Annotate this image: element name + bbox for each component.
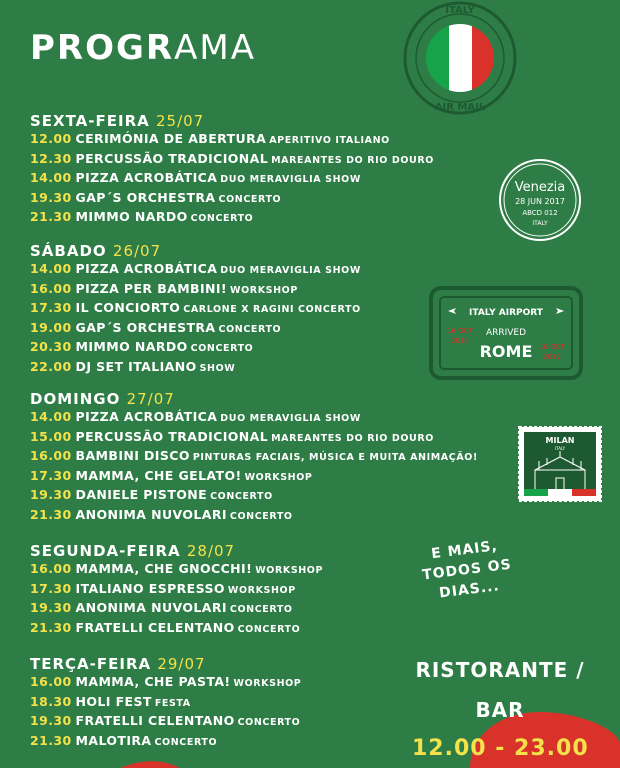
event-subtitle: CONCERTO [218, 323, 282, 335]
schedule-row [30, 673, 301, 693]
event-name: IL CONCIORTO [75, 300, 181, 316]
event-subtitle: CONCERTO [154, 736, 218, 748]
event-time: 17.30 [30, 300, 72, 316]
rome-airport-stamp [428, 285, 584, 381]
event-subtitle: MAREANTES DO RIO DOURO [271, 432, 434, 444]
milan-stamp [517, 425, 603, 503]
schedule-row [30, 599, 323, 619]
event-time: 20.30 [30, 339, 72, 355]
event-subtitle: WORKSHOP [244, 471, 313, 483]
schedule-row [30, 712, 301, 732]
rome-stamp-top: ITALY AIRPORT [469, 308, 543, 318]
venezia-country: ITALY [532, 220, 548, 227]
schedule-row [30, 208, 434, 228]
event-subtitle: CONCERTO [218, 193, 282, 205]
event-subtitle: WORKSHOP [227, 584, 296, 596]
event-name: DJ SET ITALIANO [75, 358, 197, 374]
event-name: MIMMO NARDO [75, 339, 188, 355]
event-subtitle: PINTURAS FACIAIS, MÚSICA E MUITA ANIMAÇÃO! [192, 452, 478, 464]
schedule-row [30, 299, 361, 319]
event-time: 16.00 [30, 280, 72, 296]
schedule-row [30, 732, 301, 752]
schedule-row [30, 580, 323, 600]
event-name: MAMMA, CHE GNOCCHI! [75, 561, 253, 576]
schedule-row [30, 338, 361, 358]
schedule-row [30, 189, 434, 209]
event-name: PIZZA ACROBÁTICA [75, 261, 218, 276]
milan-stamp-city: MILAN [545, 436, 575, 445]
day-block-friday [30, 112, 434, 228]
event-time: 22.00 [30, 358, 72, 374]
event-time: 17.30 [30, 467, 72, 483]
event-name: FRATELLI CELENTANO [75, 619, 235, 635]
event-subtitle: CONCERTO [190, 213, 254, 225]
schedule-row [30, 408, 478, 428]
schedule-row [30, 693, 301, 713]
event-time: 16.00 [30, 561, 72, 576]
event-time: 21.30 [30, 732, 72, 748]
venezia-date: 28 JUN 2017 [515, 197, 565, 206]
event-name: MAMMA, CHE GELATO! [75, 467, 242, 483]
event-name: MALOTIRA [75, 732, 152, 748]
day-heading: SEXTA-FEIRA 25/07 [30, 112, 205, 130]
event-name: HOLI FEST [75, 693, 152, 709]
stamp-airmail-text: AIR MAIL [434, 102, 486, 113]
day-block-monday [30, 542, 323, 638]
event-time: 21.30 [30, 209, 72, 225]
event-name: GAP´S ORCHESTRA [75, 319, 216, 335]
event-name: CERIMÓNIA DE ABERTURA [75, 131, 267, 146]
event-name: PIZZA ACROBÁTICA [75, 409, 218, 424]
event-name: FRATELLI CELENTANO [75, 713, 235, 729]
rome-stamp-city: ROME [479, 342, 533, 361]
venezia-city: Venezia [514, 180, 566, 195]
event-time: 14.00 [30, 261, 72, 276]
stamp-italy-text: ITALY [445, 5, 475, 16]
event-name: ITALIANO ESPRESSO [75, 580, 225, 596]
event-subtitle: FESTA [154, 697, 191, 709]
schedule-row [30, 260, 361, 280]
venezia-postmark [495, 155, 585, 245]
event-subtitle: CONCERTO [237, 623, 301, 635]
event-subtitle: CONCERTO [210, 491, 273, 503]
event-time: 14.00 [30, 409, 72, 424]
event-name: MAMMA, CHE PASTA! [75, 674, 231, 689]
schedule-row [30, 280, 361, 300]
event-name: DANIELE PISTONE [75, 487, 208, 503]
event-time: 12.30 [30, 150, 72, 166]
event-subtitle: CONCERTO [190, 343, 254, 355]
event-name: ANONIMA NUVOLARI [75, 600, 227, 616]
schedule-row [30, 428, 478, 448]
day-heading: TERÇA-FEIRA 29/07 [30, 655, 206, 673]
event-time: 16.00 [30, 448, 72, 464]
day-block-sunday [30, 390, 478, 526]
day-heading: SEGUNDA-FEIRA 28/07 [30, 542, 236, 560]
event-subtitle: WORKSHOP [255, 565, 324, 576]
rome-stamp-date2: 16 OCT [539, 343, 565, 351]
event-subtitle: CONCERTO [237, 717, 301, 729]
event-subtitle: DUO MERAVIGLIA SHOW [220, 174, 361, 186]
rome-stamp-year1: 2017 [451, 337, 469, 345]
schedule-row [30, 150, 434, 170]
event-name: PERCUSSÃO TRADICIONAL [75, 428, 269, 444]
event-time: 21.30 [30, 619, 72, 635]
event-subtitle: CONCERTO [229, 604, 293, 616]
event-time: 19.00 [30, 319, 72, 335]
milan-stamp-country: ITALY [554, 446, 566, 451]
schedule-row [30, 506, 478, 526]
event-subtitle: MAREANTES DO RIO DOURO [271, 154, 434, 166]
venezia-code: ABCD 012 [522, 209, 558, 217]
event-subtitle: SHOW [199, 362, 236, 374]
event-name: PERCUSSÃO TRADICIONAL [75, 150, 269, 166]
event-time: 17.30 [30, 580, 72, 596]
day-heading: DOMINGO 27/07 [30, 390, 175, 408]
day-block-tuesday [30, 655, 301, 751]
italy-airmail-stamp [395, 0, 525, 120]
event-name: PIZZA PER BAMBINI! [75, 280, 228, 296]
event-name: ANONIMA NUVOLARI [75, 506, 227, 522]
rome-stamp-mid: ARRIVED [485, 328, 527, 338]
schedule-row [30, 130, 434, 150]
schedule-row [30, 619, 323, 639]
event-name: BAMBINI DISCO [75, 448, 190, 464]
event-subtitle: DUO MERAVIGLIA SHOW [220, 265, 361, 276]
event-name: MIMMO NARDO [75, 209, 188, 225]
event-subtitle: WORKSHOP [230, 284, 298, 296]
plane-icon [556, 308, 564, 314]
event-subtitle: CONCERTO [229, 510, 293, 522]
event-time: 14.00 [30, 170, 72, 186]
event-time: 19.30 [30, 600, 72, 616]
schedule-row [30, 169, 434, 189]
schedule-row [30, 486, 478, 506]
day-heading: SÁBADO 26/07 [30, 242, 162, 260]
event-name: PIZZA ACROBÁTICA [75, 170, 218, 186]
event-subtitle: DUO MERAVIGLIA SHOW [220, 413, 361, 424]
event-time: 19.30 [30, 713, 72, 729]
event-time: 19.30 [30, 189, 72, 205]
schedule-row [30, 447, 478, 467]
restaurant-hours: 12.00 - 23.00 [412, 736, 589, 761]
schedule-row [30, 467, 478, 487]
plane-icon [448, 308, 456, 314]
event-time: 15.00 [30, 428, 72, 444]
event-time: 12.00 [30, 131, 72, 146]
event-name: GAP´S ORCHESTRA [75, 189, 216, 205]
rome-stamp-year2: 2017 [543, 353, 561, 361]
event-subtitle: CARLONE X RAGINI CONCERTO [183, 304, 361, 316]
page-title: PROGRAMA [30, 28, 256, 68]
rome-stamp-date1: 16 OCT [447, 327, 473, 335]
schedule-row [30, 560, 323, 580]
event-time: 16.00 [30, 674, 72, 689]
event-time: 18.30 [30, 693, 72, 709]
schedule-row [30, 358, 361, 378]
extra-note: E MAIS, TODOS OS DIAS... [421, 538, 513, 602]
day-block-saturday [30, 242, 361, 378]
event-subtitle: APERITIVO ITALIANO [269, 135, 390, 146]
event-time: 21.30 [30, 506, 72, 522]
event-subtitle: WORKSHOP [233, 678, 302, 689]
event-time: 19.30 [30, 487, 72, 503]
restaurant-label: RISTORANTE / BAR [415, 658, 585, 722]
schedule-row [30, 319, 361, 339]
